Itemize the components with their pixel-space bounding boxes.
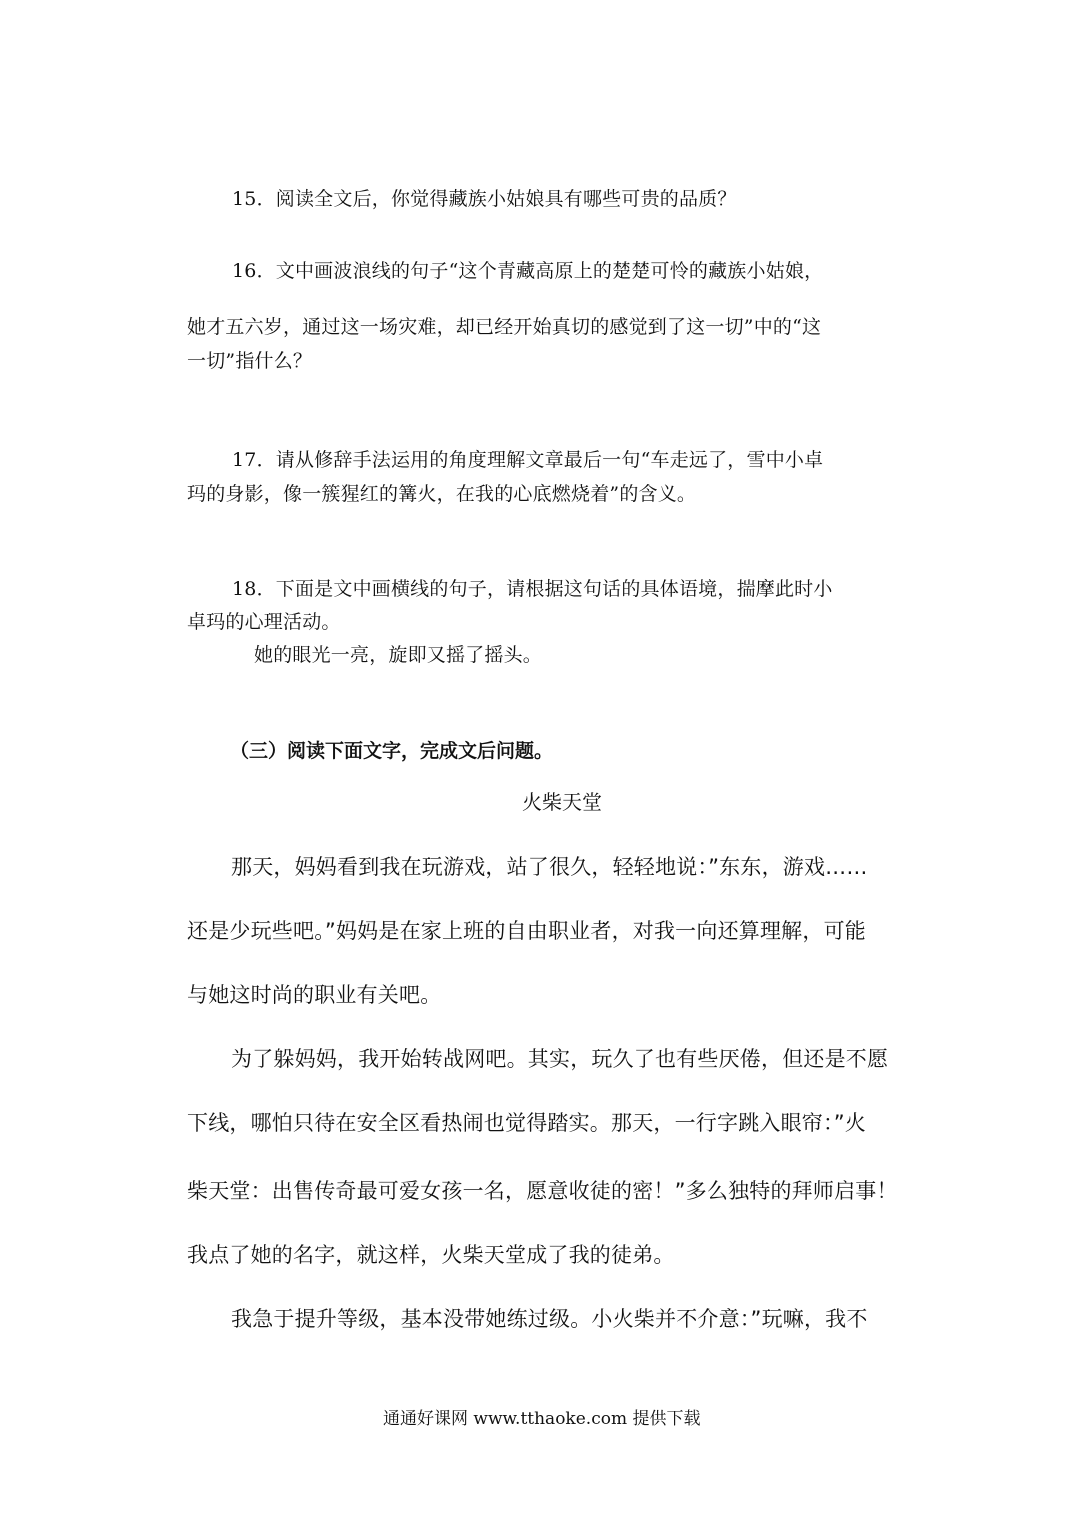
quoted-sentence: 她的眼光一亮，旋即又摇了摇头。 <box>254 644 543 666</box>
question-line: 卓玛的心理活动。 <box>187 611 341 633</box>
question-line: 16．文中画波浪线的句子“这个青藏高原上的楚楚可怜的藏族小姑娘， <box>232 260 824 282</box>
question-line: 玛的身影，像一簇猩红的篝火，在我的心底燃烧着”的含义。 <box>187 483 697 505</box>
question-line: 一切”指什么？ <box>187 350 313 372</box>
story-title: 火柴天堂 <box>522 790 602 814</box>
story-line: 柴天堂：出售传奇最可爱女孩一名，愿意收徒的密！”多么独特的拜师启事！ <box>187 1179 898 1203</box>
question-line: 她才五六岁，通过这一场灾难，却已经开始真切的感觉到了这一切”中的“这 <box>187 316 822 338</box>
section-heading: （三）阅读下面文字，完成文后问题。 <box>230 740 554 762</box>
story-line: 为了躲妈妈，我开始转战网吧。其实，玩久了也有些厌倦，但还是不愿 <box>231 1047 889 1071</box>
question-line: 18．下面是文中画横线的句子，请根据这句话的具体语境，揣摩此时小 <box>232 578 833 600</box>
story-line: 我急于提升等级，基本没带她练过级。小火柴并不介意：”玩嘛，我不 <box>231 1307 868 1331</box>
question-line: 15．阅读全文后，你觉得藏族小姑娘具有哪些可贵的品质？ <box>232 188 737 210</box>
page-footer: 通通好课网 www.tthaoke.com 提供下载 <box>383 1409 701 1429</box>
story-line: 那天，妈妈看到我在玩游戏，站了很久，轻轻地说：”东东，游戏…… <box>231 855 868 879</box>
story-line: 与她这时尚的职业有关吧。 <box>187 983 442 1007</box>
story-line: 我点了她的名字，就这样，火柴天堂成了我的徒弟。 <box>187 1243 675 1267</box>
story-line: 下线，哪怕只待在安全区看热闹也觉得踏实。那天，一行字跳入眼帘：”火 <box>187 1111 866 1135</box>
question-line: 17．请从修辞手法运用的角度理解文章最后一句“车走远了，雪中小卓 <box>232 449 824 471</box>
story-line: 还是少玩些吧。”妈妈是在家上班的自由职业者，对我一向还算理解，可能 <box>187 919 866 943</box>
